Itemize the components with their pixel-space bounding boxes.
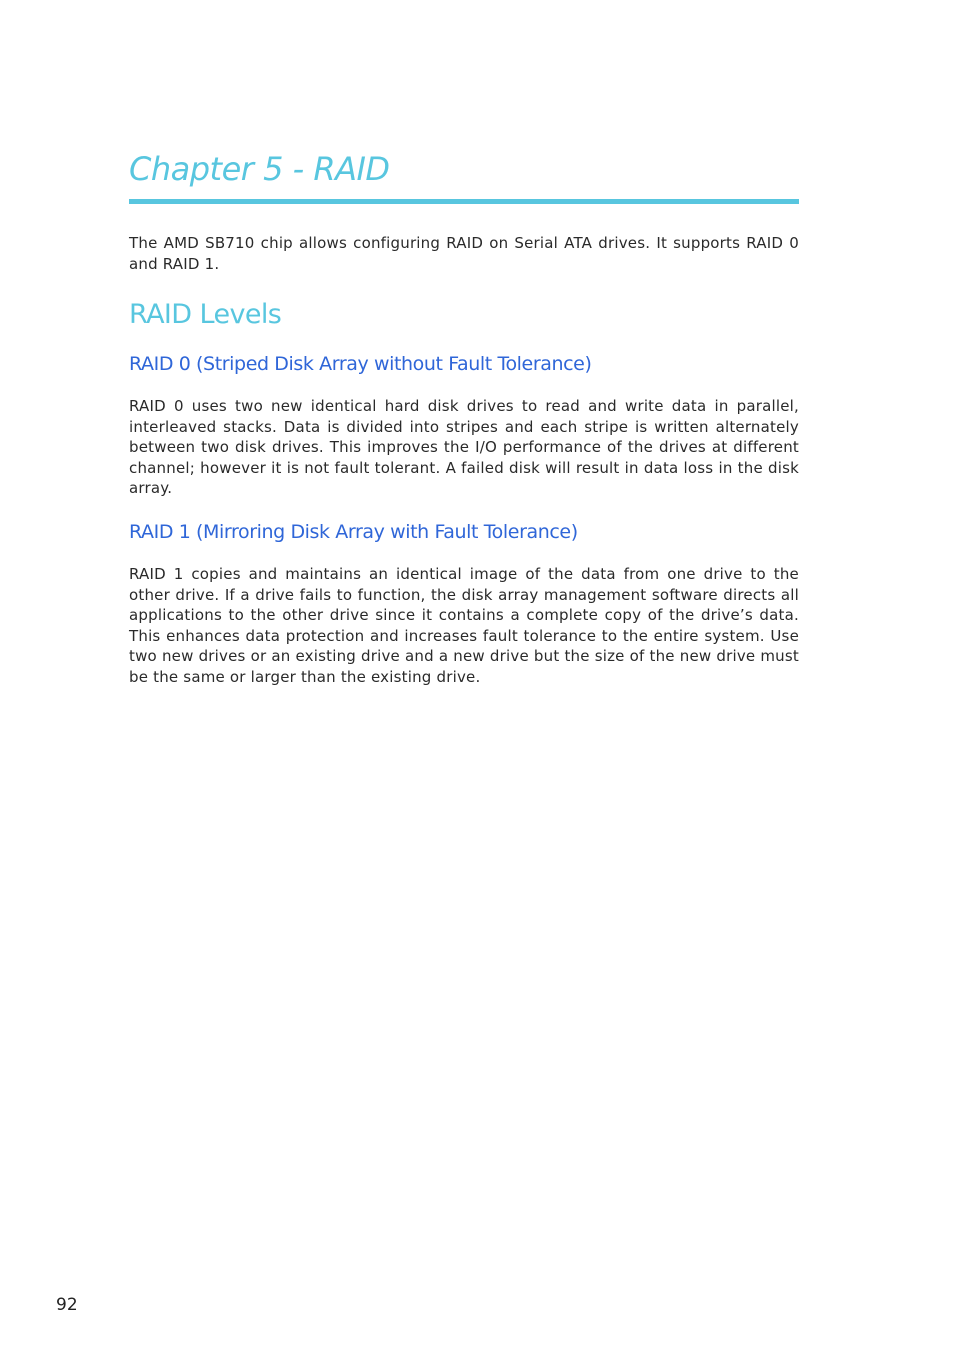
raid0-heading: RAID 0 (Striped Disk Array without Fault Tolerance)	[129, 353, 592, 375]
chapter-title: Chapter 5 - RAID	[129, 150, 390, 188]
raid0-paragraph: RAID 0 uses two new identical hard disk drives to read and write data in parallel, interleaved stacks. Data is divided into stripes and each stripe is written alternately between two disk drives. This improves the I/O performance of the drives at different channel; however it is not fault tolerant. A failed disk will result in data loss in the disk array.	[129, 397, 799, 498]
section-heading-raid-levels: RAID Levels	[129, 299, 282, 330]
raid1-heading: RAID 1 (Mirroring Disk Array with Fault Tolerance)	[129, 521, 578, 543]
raid1-paragraph: RAID 1 copies and maintains an identical image of the data from one drive to the other drive. If a drive fails to function, the disk array management software directs all applications to the other drive since it contains a complete copy of the drive’s data. This enhances data protection and increases fault tolerance to the entire system. Use two new drives or an existing drive and a new drive but the size of the new drive must be the same or larger than the existing drive.	[129, 565, 799, 686]
chapter-title-rule	[129, 199, 799, 204]
intro-paragraph: The AMD SB710 chip allows configuring RAID on Serial ATA drives. It supports RAID 0 and RAID 1.	[129, 234, 799, 273]
page-number: 92	[56, 1295, 78, 1315]
